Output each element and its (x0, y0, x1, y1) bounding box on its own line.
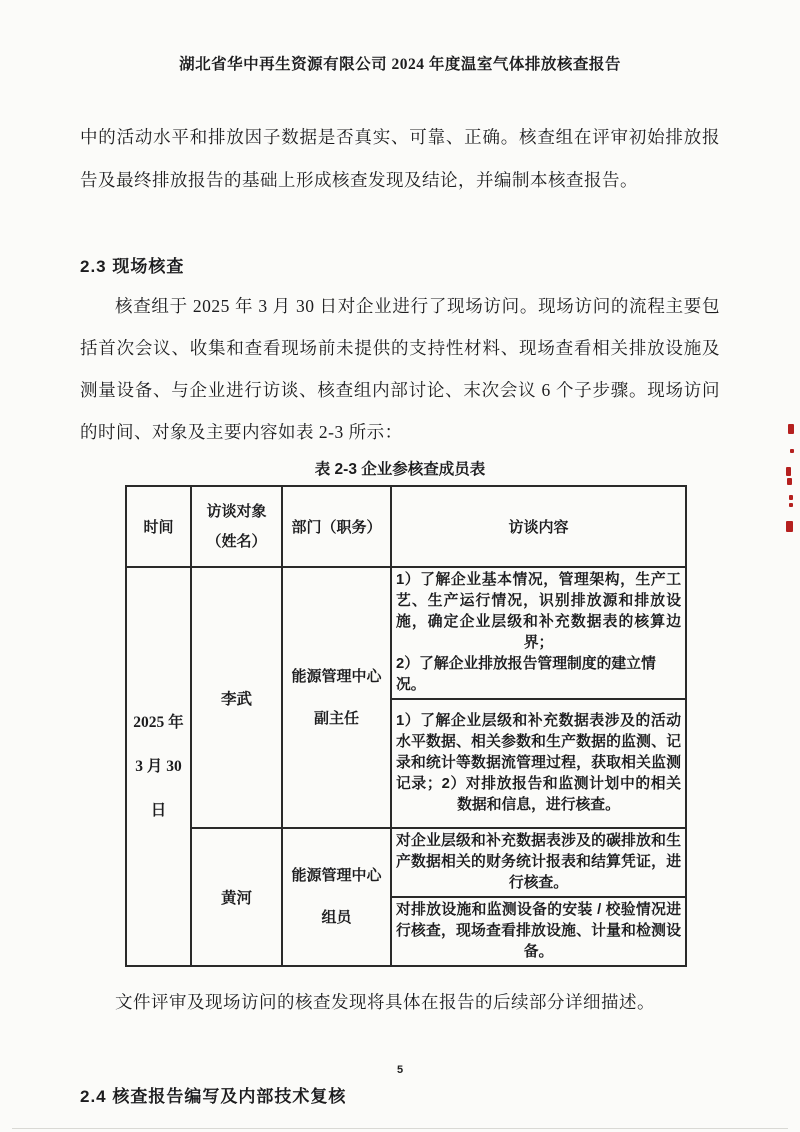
header-interviewee-line1: 访谈对象 (206, 502, 267, 520)
red-stamp-fragment (786, 521, 793, 532)
table-row (126, 828, 686, 897)
cell-visit-date (126, 567, 191, 966)
page-number: 5 (396, 1064, 404, 1076)
red-stamp-fragment (790, 449, 794, 453)
cell-content-1 (391, 567, 686, 699)
content-1-item-2: 2）了解企业排放报告管理制度的建立情况。 (396, 656, 656, 693)
table-header-row (126, 486, 686, 567)
section-heading-2-4: 2.4 核查报告编写及内部技术复核 (80, 1087, 347, 1106)
red-stamp-fragment (789, 495, 793, 500)
running-header: 湖北省华中再生资源有限公司 2024 年度温室气体排放核查报告 (179, 56, 621, 73)
interview-table (125, 485, 687, 967)
visit-date-line3: 日 (150, 801, 167, 819)
cell-content-3: 对企业层级和补充数据表涉及的碳排放和生产数据相关的财务统计报表和结算凭证，进行核查。 (391, 828, 686, 897)
red-stamp-fragment (787, 478, 792, 485)
header-cell-content: 访谈内容 (391, 486, 686, 567)
visit-date-line2: 3 月 30 (135, 757, 182, 775)
red-stamp-fragment (788, 424, 794, 434)
header-cell-interviewee (191, 486, 282, 567)
content-1-item-1: 1）了解企业基本情况，管理架构，生产工艺、生产运行情况，识别排放源和排放设施，确定企业层级和补充数据表的核算边界； (396, 572, 681, 651)
header-cell-department: 部门（职务） (282, 486, 391, 567)
cell-content-4: 对排放设施和监测设备的安装 / 校验情况进行核查，现场查看排放设施、计量和检测设备。 (391, 897, 686, 966)
paragraph-continuation: 中的活动水平和排放因子数据是否真实、可靠、正确。核查组在评审初始排放报告及最终排放报告的基础上形成核查发现及结论，并编制本核查报告。 (80, 127, 720, 190)
header-cell-time: 时间 (126, 486, 191, 567)
department-2-line2: 组员 (321, 909, 352, 926)
table-row (126, 567, 686, 699)
cell-content-2: 1）了解企业层级和补充数据表涉及的活动水平数据、相关参数和生产数据的监测、记录和统计等数据流管理过程，获取相关监测记录；2）对排放报告和监测计划中的相关数据和信息，进行核查。 (391, 699, 686, 828)
section-heading-2-3: 2.3 现场核查 (80, 257, 185, 276)
red-stamp-fragment (789, 503, 793, 507)
department-1-line2: 副主任 (313, 709, 359, 727)
visit-date-line1: 2025 年 (133, 713, 184, 731)
cell-department-1 (282, 567, 391, 828)
scan-edge-line (12, 1128, 788, 1129)
section-2-3-paragraph: 核查组于 2025 年 3 月 30 日对企业进行了现场访问。现场访问的流程主要包括首次会议、收集和查看现场前未提供的支持性材料、现场查看相关排放设施及测量设备、与企业进行访谈、核查组内部讨论、末次会议 6 个子步骤。现场访问的时间、对象及主要内容如表 2-3 所示： (80, 296, 720, 442)
cell-interviewee-2: 黄河 (191, 828, 282, 966)
red-stamp-fragment (786, 467, 791, 476)
closing-paragraph: 文件评审及现场访问的核查发现将具体在报告的后续部分详细描述。 (115, 992, 655, 1012)
department-1-line1: 能源管理中心 (291, 667, 382, 685)
cell-interviewee-1: 李武 (191, 567, 282, 828)
header-interviewee-line2: （姓名） (206, 532, 267, 550)
cell-department-2 (282, 828, 391, 966)
department-2-line1: 能源管理中心 (291, 867, 382, 884)
table-caption: 表 2-3 企业参核查成员表 (314, 461, 486, 478)
